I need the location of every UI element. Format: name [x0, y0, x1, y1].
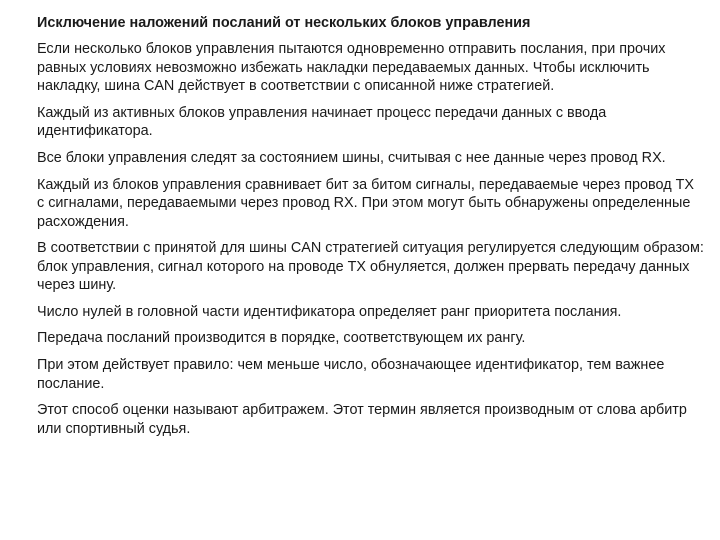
paragraph-rule: При этом действует правило: чем меньше число, обозначающее идентификатор, тем важнее послание.: [37, 357, 665, 392]
paragraph-arbitration: Этот способ оценки называют арбитражем. Этот термин является производным от слова арбитр или спортивный судья.: [37, 402, 687, 437]
paragraph-bus-monitoring: Все блоки управления следят за состоянием шины, считывая с нее данные через провод RX.: [37, 150, 666, 167]
paragraph-bit-comparison: Каждый из блоков управления сравнивает бит за битом сигналы, передаваемые через провод TX с сигналами, передаваемыми через провод RX. При этом могут быть обнаружены определенные расхождения.: [37, 176, 695, 230]
paragraph-identifier-start: Каждый из активных блоков управления начинает процесс передачи данных с ввода идентификатора.: [37, 104, 607, 140]
paragraph-priority-rank: Число нулей в головной части идентификатора определяет ранг приоритета послания.: [37, 303, 622, 320]
paragraph-transmission-order: Передача посланий производится в порядке, соответствующем их рангу.: [37, 330, 526, 347]
paragraph-collision-intro: Если несколько блоков управления пытаются одновременно отправить послания, при прочих равных условиях невозможно избежать накладки передаваемых данных. Чтобы исключить накладку, шина CAN действует в соответствии с описанной ниже стратегией.: [37, 41, 666, 95]
paragraph-strategy: В соответствии с принятой для шины CAN стратегией ситуация регулируется следующим образом: блок управления, сигнал которого на проводе TX обнуляется, должен прервать передачу данных через шину.: [37, 240, 704, 294]
document-page: [37, 14, 705, 446]
document-title: Исключение наложений посланий от нескольких блоков управления: [37, 15, 531, 31]
